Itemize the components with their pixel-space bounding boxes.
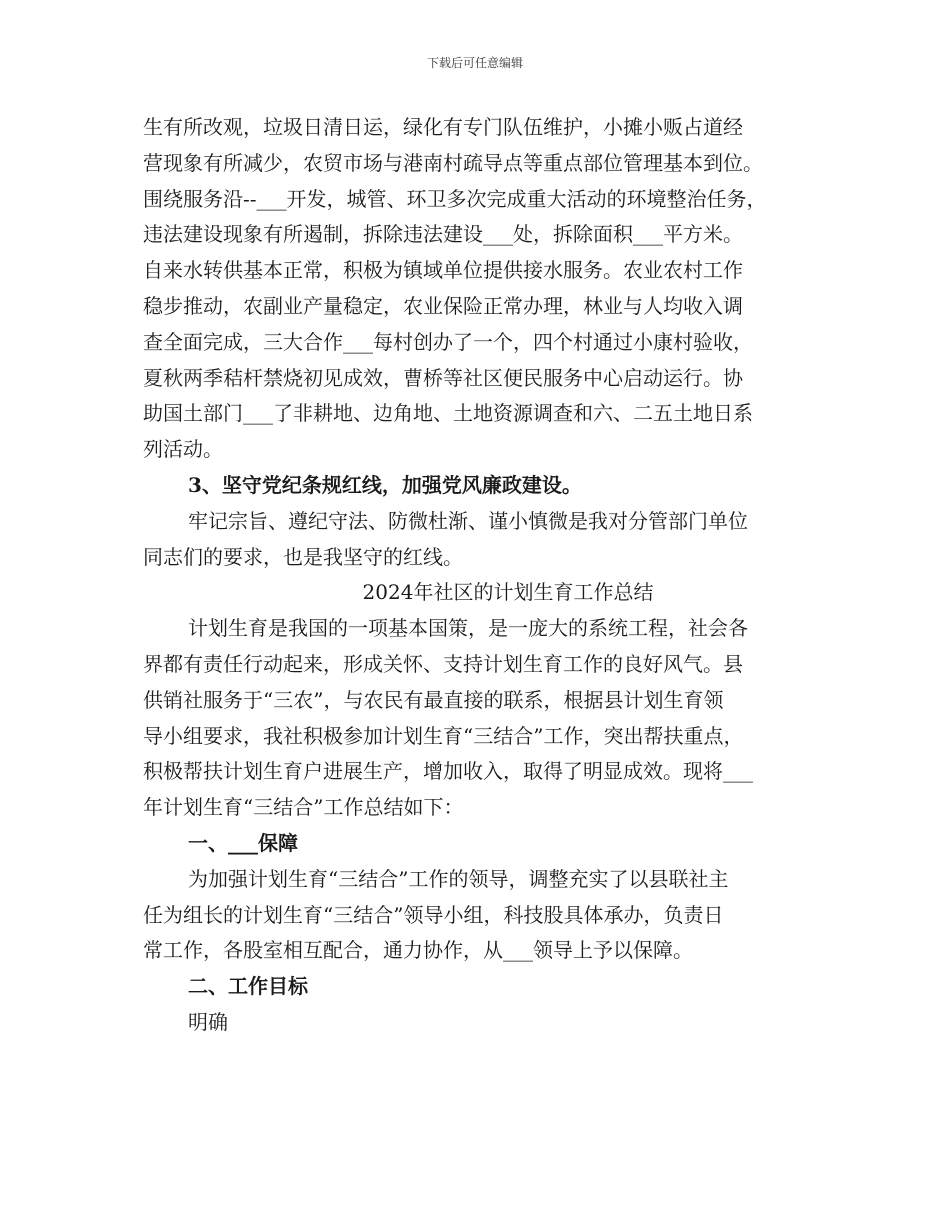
paragraph-line: 供销社服务于“三农”，与农民有最直接的联系，根据县计划生育领 [143,687,724,712]
paragraph-line: 助国土部门___了非耕地、边角地、土地资源调查和六、二五土地日系 [143,401,753,426]
paragraph-line: 围绕服务沿--___开发，城管、环卫多次完成重大活动的环境整治任务， [143,186,767,211]
section-heading: 一、___保障 [188,830,298,855]
paragraph-line: 违法建设现象有所遏制，拆除违法建设___处，拆除面积___平方米。 [143,222,743,247]
paragraph-line: 积极帮扶计划生育户进展生产，增加收入，取得了明显成效。现将___ [143,759,753,784]
paragraph-line: 任为组长的计划生育“三结合”领导小组，科技股具体承办，负责日 [143,902,724,927]
paragraph-line: 同志们的要求，也是我坚守的红线。 [143,544,463,569]
paragraph-line: 牢记宗旨、遵纪守法、防微杜渐、谨小慎微是我对分管部门单位 [188,508,748,533]
section-heading: 二、工作目标 [188,974,308,999]
section-heading: 3、坚守党纪条规红线，加强党风廉政建设。 [188,472,582,497]
paragraph-line: 自来水转供基本正常，积极为镇域单位提供接水服务。农业农村工作 [143,258,743,283]
paragraph-line: 生有所改观，垃圾日清日运，绿化有专门队伍维护，小摊小贩占道经 [143,115,743,139]
paragraph-line: 明确 [188,1009,228,1034]
document-title: 2024年社区的计划生育工作总结 [362,580,654,605]
paragraph-line: 常工作，各股室相互配合，通力协作，从___领导上予以保障。 [143,938,693,963]
paragraph-line: 夏秋两季秸杆禁烧初见成效，曹桥等社区便民服务中心启动运行。协 [143,365,743,390]
paragraph-line: 营现象有所减少，农贸市场与港南村疏导点等重点部位管理基本到位。 [143,150,763,175]
paragraph-line: 年计划生育“三结合”工作总结如下： [143,795,464,820]
paragraph-line: 界都有责任行动起来，形成关怀、支持计划生育工作的良好风气。县 [143,651,743,676]
page-header: 下载后可任意编辑 [426,56,523,70]
paragraph-line: 稳步推动，农副业产量稳定，农业保险正常办理，林业与人均收入调 [143,293,743,318]
paragraph-line: 查全面完成，三大合作___每村创办了一个，四个村通过小康村验收， [143,329,753,354]
paragraph-line: 计划生育是我国的一项基本国策，是一庞大的系统工程，社会各 [188,616,748,641]
document-body [143,110,823,1041]
paragraph-line: 为加强计划生育“三结合”工作的领导，调整充实了以县联社主 [188,866,729,891]
paragraph-line: 导小组要求，我社积极参加计划生育“三结合”工作，突出帮扶重点， [143,723,744,748]
paragraph-line: 列活动。 [143,437,223,462]
